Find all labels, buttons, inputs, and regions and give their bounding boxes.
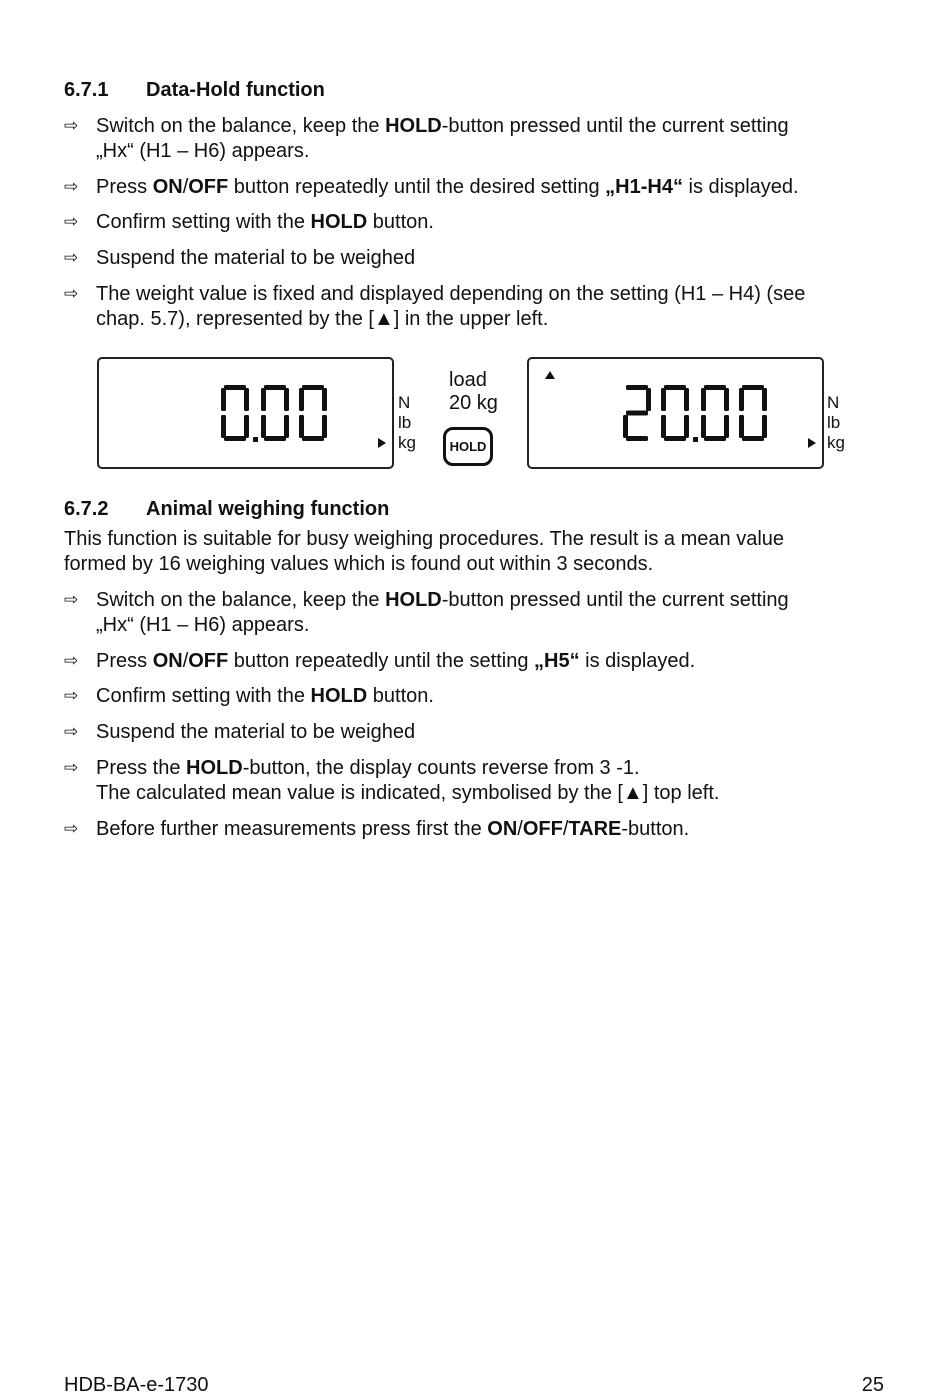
- lcd-segment: [762, 415, 767, 438]
- bold-term: „H5“: [534, 650, 580, 672]
- step-line: [96, 613, 896, 638]
- step-line: [96, 588, 896, 613]
- indicator-arrow-icon: [808, 438, 816, 448]
- step-line: [96, 114, 896, 139]
- lcd-segment: [261, 415, 266, 438]
- lcd-segment: [626, 411, 648, 416]
- lcd-segment: [623, 415, 628, 438]
- lcd-segment: [322, 415, 327, 438]
- load-line: load: [449, 369, 487, 391]
- step-fragment: button repeatedly until the setting: [228, 650, 535, 672]
- step-line: [96, 246, 896, 271]
- unit-label: N: [398, 393, 411, 412]
- bold-term: OFF: [188, 650, 229, 672]
- arrow-bullet-icon: ⇨: [64, 284, 79, 303]
- step-fragment: Press: [96, 650, 153, 672]
- lcd-segment: [701, 415, 706, 438]
- step-text: [96, 720, 896, 745]
- hold-button-label: HOLD: [449, 439, 487, 454]
- step-fragment: -button.: [621, 818, 690, 840]
- lcd-segment: [626, 436, 648, 441]
- lcd-decimal-point: [253, 437, 258, 442]
- bold-term: HOLD: [186, 757, 243, 779]
- intro-line: This function is suitable for busy weighing procedures. The result is a mean value: [64, 528, 785, 550]
- step-fragment: Press the: [96, 757, 187, 779]
- step-text: [96, 282, 896, 332]
- footer-page-number: 25: [861, 1374, 884, 1396]
- step-text: [96, 684, 896, 709]
- section-intro: [64, 527, 894, 577]
- step-fragment: Switch on the balance, keep the: [96, 115, 386, 137]
- section-title: Animal weighing function: [146, 498, 390, 520]
- step-fragment: Press: [96, 176, 153, 198]
- lcd-segment: [302, 436, 324, 441]
- step-fragment: /: [182, 176, 189, 198]
- step-fragment: The calculated mean value is indicated, symbolised by the [▲] top left.: [96, 782, 720, 804]
- step-fragment: button.: [367, 685, 434, 707]
- bold-term: OFF: [522, 818, 563, 840]
- lcd-segment: [762, 388, 767, 411]
- step-fragment: Confirm setting with the: [96, 685, 311, 707]
- step-fragment: The weight value is fixed and displayed depending on the setting (H1 – H4) (see: [96, 283, 806, 305]
- lcd-segment: [322, 388, 327, 411]
- lcd-decimal-point: [693, 437, 698, 442]
- lcd-segment: [664, 436, 686, 441]
- lcd-segment: [684, 415, 689, 438]
- step-line: [96, 210, 896, 235]
- arrow-bullet-icon: ⇨: [64, 758, 79, 777]
- lcd-segment: [664, 385, 686, 390]
- section-heading-6-7-2: [64, 497, 389, 521]
- lcd-display-left: [97, 357, 394, 469]
- section-heading-6-7-1: [64, 78, 325, 102]
- step-text: [96, 175, 896, 200]
- unit-label: kg: [827, 433, 845, 452]
- step-fragment: Confirm setting with the: [96, 211, 311, 233]
- bold-term: TARE: [568, 818, 622, 840]
- intro-line: formed by 16 weighing values which is found out within 3 seconds.: [64, 553, 654, 575]
- lcd-segment: [244, 415, 249, 438]
- step-fragment: button repeatedly until the desired setting: [228, 176, 606, 198]
- lcd-segment: [261, 388, 266, 411]
- arrow-bullet-icon: ⇨: [64, 651, 79, 670]
- arrow-bullet-icon: ⇨: [64, 686, 79, 705]
- lcd-segment: [224, 385, 246, 390]
- step-line: [96, 720, 896, 745]
- lcd-segment: [224, 436, 246, 441]
- step-fragment: is displayed.: [579, 650, 696, 672]
- step-text: [96, 588, 896, 638]
- lcd-segment: [264, 385, 286, 390]
- arrow-bullet-icon: ⇨: [64, 212, 79, 231]
- arrow-bullet-icon: ⇨: [64, 819, 79, 838]
- lcd-segment: [701, 388, 706, 411]
- section-title: Data-Hold function: [146, 79, 325, 101]
- footer-doc-id: HDB-BA-e-1730: [64, 1374, 209, 1396]
- lcd-display-right: [527, 357, 824, 469]
- step-fragment: „Hx“ (H1 – H6) appears.: [96, 140, 310, 162]
- step-fragment: Suspend the material to be weighed: [96, 247, 416, 269]
- bold-term: HOLD: [310, 685, 368, 707]
- load-label: [449, 369, 498, 415]
- unit-labels-left: [398, 393, 416, 453]
- step-text: [96, 246, 896, 271]
- lcd-segment: [684, 388, 689, 411]
- bold-term: HOLD: [385, 589, 442, 611]
- arrow-bullet-icon: ⇨: [64, 248, 79, 267]
- bold-term: ON: [487, 818, 518, 840]
- step-fragment: /: [182, 650, 189, 672]
- indicator-arrow-icon: [378, 438, 386, 448]
- step-line: [96, 139, 896, 164]
- lcd-segment: [739, 415, 744, 438]
- hold-button-icon: [443, 427, 493, 466]
- step-fragment: is displayed.: [682, 176, 799, 198]
- lcd-segment: [264, 436, 286, 441]
- lcd-segment: [626, 385, 648, 390]
- step-text: [96, 210, 896, 235]
- unit-label: kg: [398, 433, 416, 452]
- lcd-segment: [724, 415, 729, 438]
- bold-term: ON: [152, 650, 183, 672]
- step-line: [96, 684, 896, 709]
- step-line: [96, 307, 896, 332]
- step-text: [96, 114, 896, 164]
- step-fragment: /: [517, 818, 523, 840]
- step-fragment: Before further measurements press first the: [96, 818, 488, 840]
- unit-label: N: [827, 393, 840, 412]
- lcd-digits-left: [219, 385, 379, 445]
- arrow-bullet-icon: ⇨: [64, 116, 79, 135]
- lcd-segment: [221, 415, 226, 438]
- lcd-segment: [284, 388, 289, 411]
- lcd-segment: [739, 388, 744, 411]
- stable-triangle-icon: [545, 371, 555, 379]
- step-line: [96, 649, 896, 674]
- step-fragment: „Hx“ (H1 – H6) appears.: [96, 614, 310, 636]
- lcd-segment: [221, 388, 226, 411]
- bold-term: HOLD: [310, 211, 368, 233]
- step-line: [96, 175, 896, 200]
- section-number: 6.7.2: [64, 498, 109, 520]
- lcd-segment: [704, 436, 726, 441]
- step-text: [96, 817, 896, 842]
- lcd-segment: [244, 388, 249, 411]
- section-number: 6.7.1: [64, 79, 109, 101]
- lcd-segment: [742, 385, 764, 390]
- step-text: [96, 756, 896, 806]
- step-fragment: -button pressed until the current setting: [441, 589, 789, 611]
- step-fragment: chap. 5.7), represented by the [▲] in the upper left.: [96, 308, 549, 330]
- arrow-bullet-icon: ⇨: [64, 590, 79, 609]
- step-line: [96, 817, 896, 842]
- lcd-segment: [661, 388, 666, 411]
- lcd-segment: [742, 436, 764, 441]
- lcd-segment: [299, 388, 304, 411]
- bold-term: ON: [152, 176, 183, 198]
- unit-label: lb: [827, 413, 841, 432]
- lcd-segment: [661, 415, 666, 438]
- lcd-segment: [646, 388, 651, 411]
- bold-term: OFF: [188, 176, 229, 198]
- lcd-segment: [302, 385, 324, 390]
- lcd-segment: [724, 388, 729, 411]
- step-fragment: Suspend the material to be weighed: [96, 721, 416, 743]
- load-line: 20 kg: [449, 392, 498, 414]
- lcd-segment: [704, 385, 726, 390]
- step-text: [96, 649, 896, 674]
- step-line: [96, 781, 896, 806]
- unit-labels-right: [827, 393, 845, 453]
- lcd-digits-right: [621, 385, 813, 445]
- step-fragment: button.: [367, 211, 434, 233]
- lcd-segment: [284, 415, 289, 438]
- step-line: [96, 282, 896, 307]
- step-fragment: -button, the display counts reverse from 3 -1.: [242, 757, 640, 779]
- arrow-bullet-icon: ⇨: [64, 177, 79, 196]
- lcd-segment: [299, 415, 304, 438]
- step-fragment: -button pressed until the current setting: [441, 115, 789, 137]
- arrow-bullet-icon: ⇨: [64, 722, 79, 741]
- step-line: [96, 756, 896, 781]
- unit-label: lb: [398, 413, 412, 432]
- bold-term: „H1-H4“: [605, 176, 683, 198]
- step-fragment: /: [562, 818, 569, 840]
- bold-term: HOLD: [385, 115, 442, 137]
- step-fragment: Switch on the balance, keep the: [96, 589, 386, 611]
